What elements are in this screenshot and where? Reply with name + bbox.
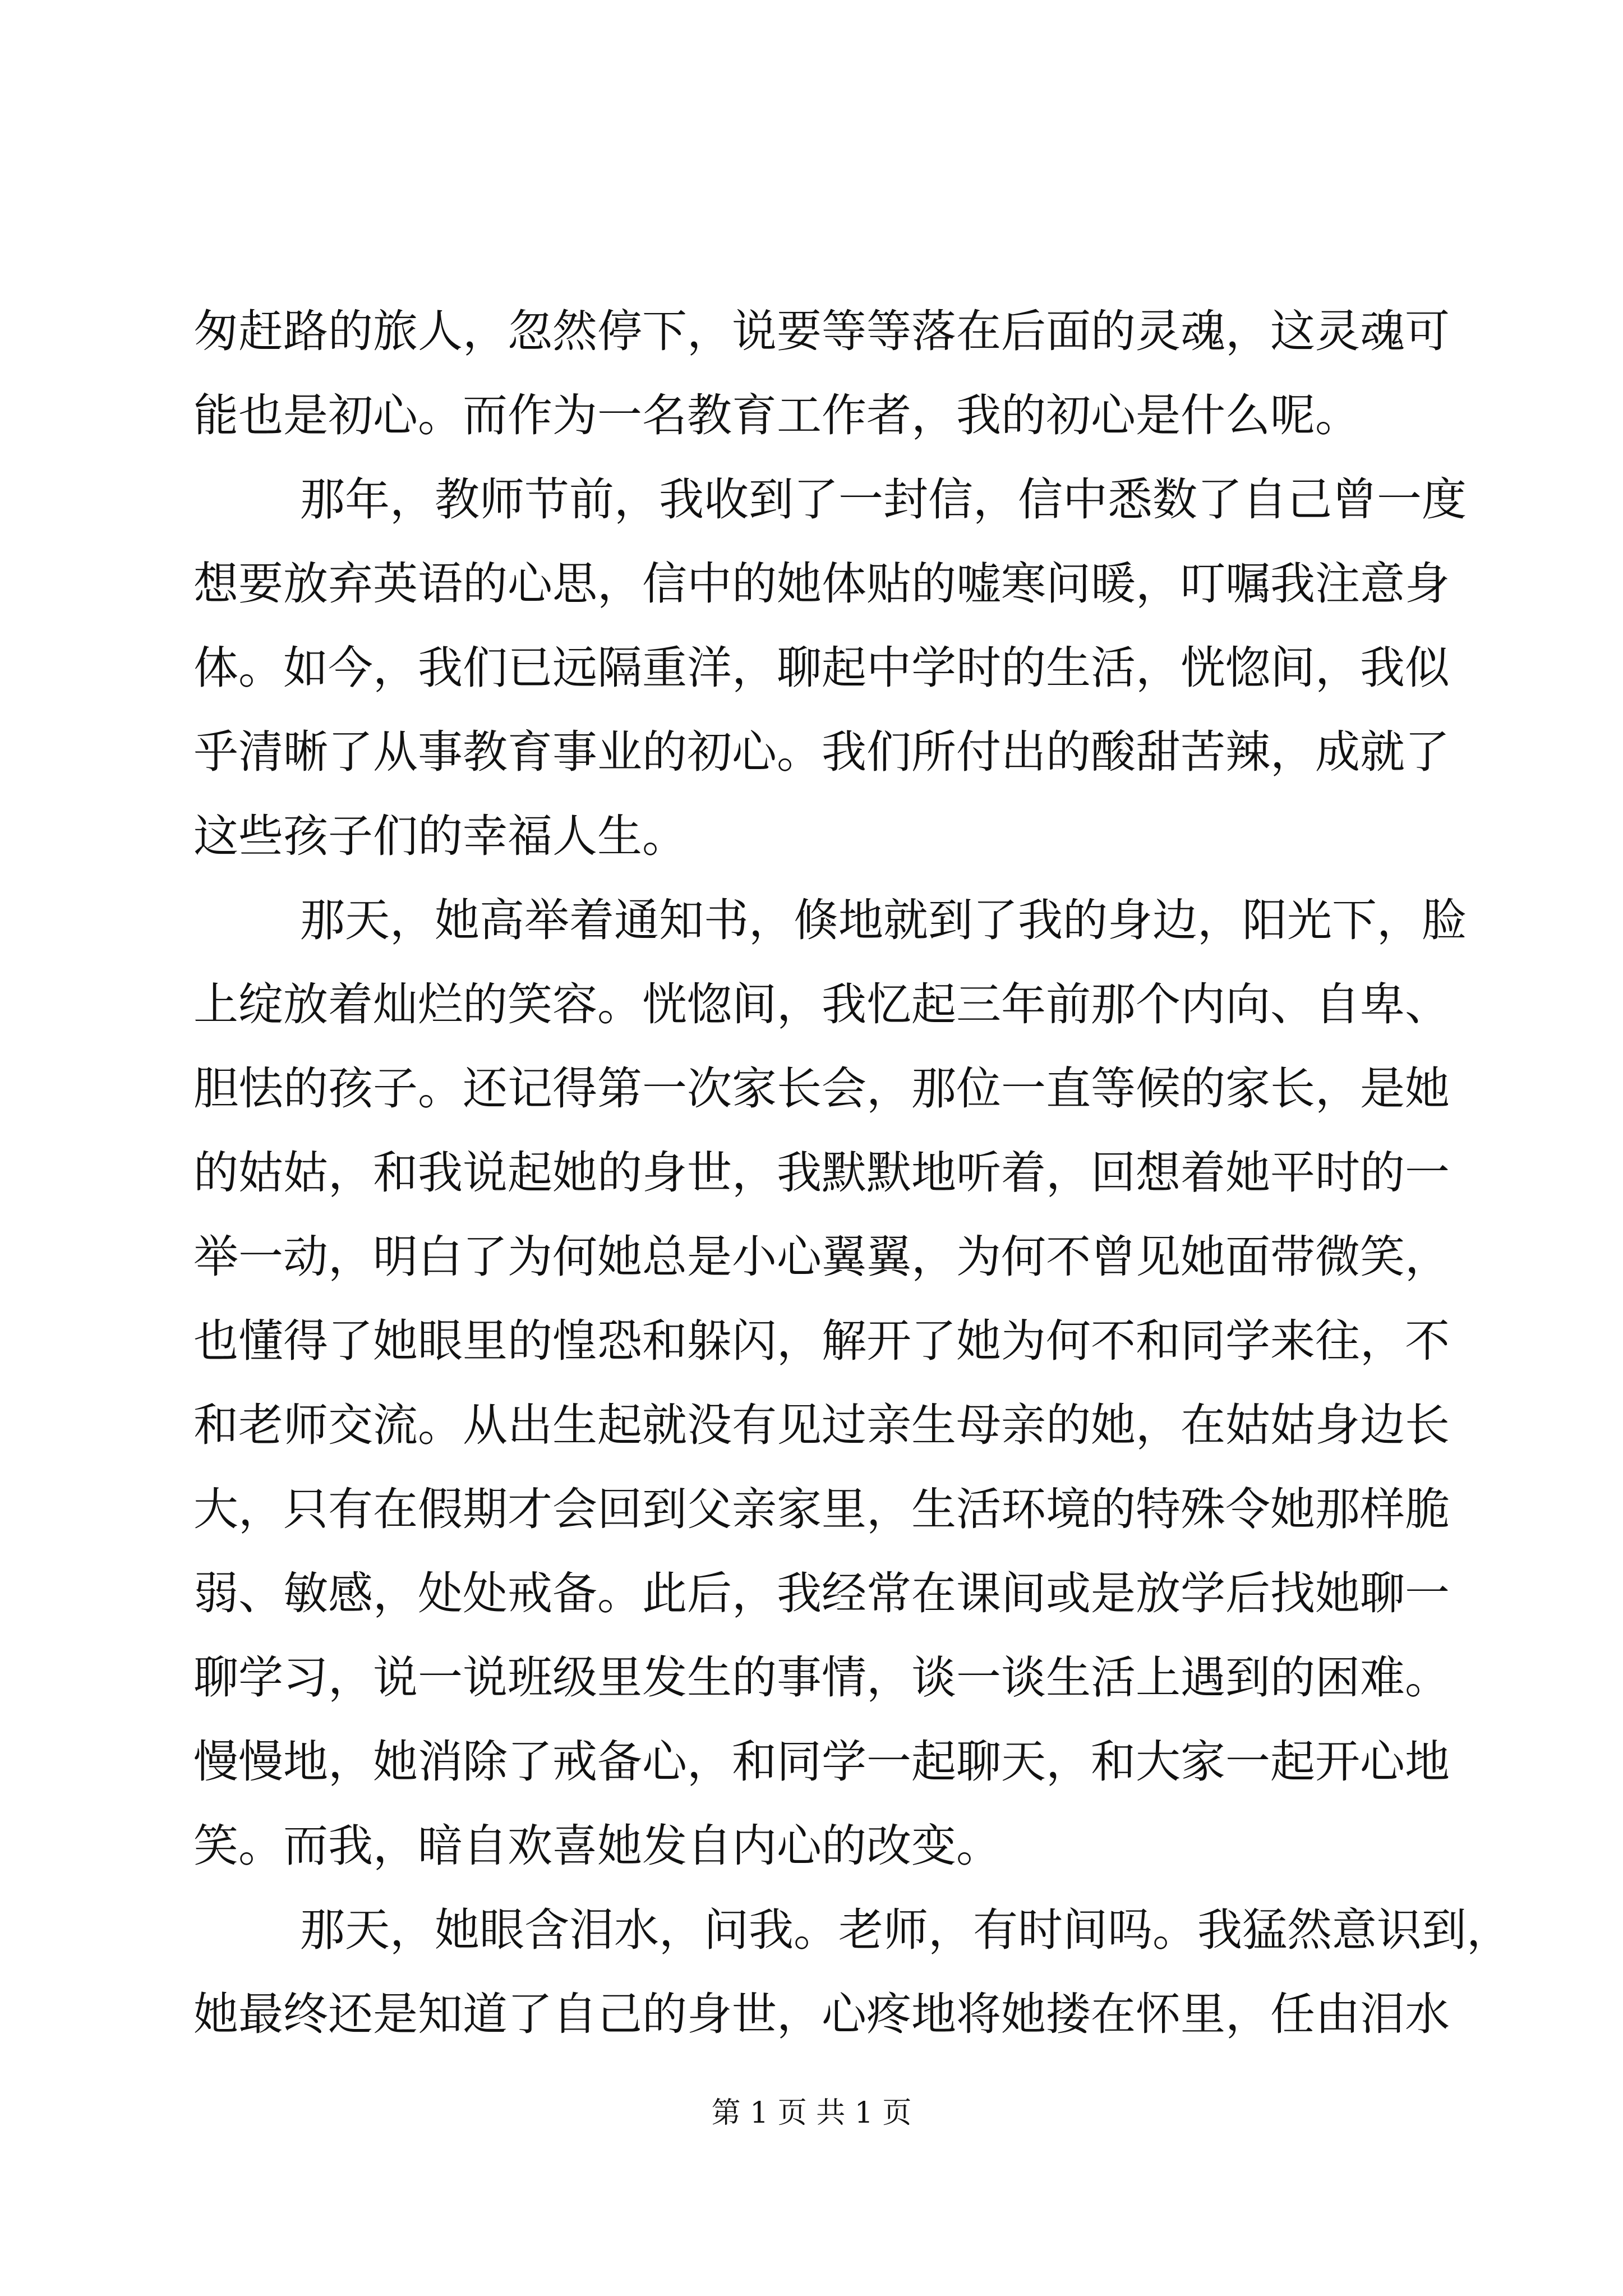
text-line: 慢慢地，她消除了戒备心，和同学一起聊天，和大家一起开心地 [193, 1736, 1450, 1788]
paragraph-start-line: 那年，教师节前，我收到了一封信，信中悉数了自己曾一度 [300, 473, 1467, 526]
text-line: 上绽放着灿烂的笑容。恍惚间，我忆起三年前那个内向、自卑、 [193, 978, 1450, 1030]
page-number-footer: 第 1 页 共 1 页 [711, 2096, 912, 2130]
text-line: 笑。而我，暗自欢喜她发自内心的改变。 [193, 1820, 1001, 1872]
text-line: 弱、敏感，处处戒备。此后，我经常在课间或是放学后找她聊一 [193, 1567, 1450, 1619]
text-line: 的姑姑，和我说起她的身世，我默默地听着，回想着她平时的一 [193, 1147, 1450, 1199]
document-body [193, 289, 1511, 2056]
text-line: 能也是初心。而作为一名教育工作者，我的初心是什么呢。 [193, 389, 1360, 441]
text-line: 这些孩子们的幸福人生。 [193, 810, 687, 862]
text-line: 体。如今，我们已远隔重洋，聊起中学时的生活，恍惚间，我似 [193, 642, 1450, 694]
text-line: 胆怯的孩子。还记得第一次家长会，那位一直等候的家长，是她 [193, 1062, 1450, 1115]
paragraph-start-line: 那天，她高举着通知书，倏地就到了我的身边，阳光下，脸 [300, 894, 1467, 946]
text-line: 举一动，明白了为何她总是小心翼翼，为何不曾见她面带微笑， [193, 1231, 1450, 1283]
text-line: 想要放弃英语的心思，信中的她体贴的嘘寒问暖，叮嘱我注意身 [193, 558, 1450, 610]
text-line: 也懂得了她眼里的惶恐和躲闪，解开了她为何不和同学来往，不 [193, 1315, 1450, 1367]
paragraph-start-line: 那天，她眼含泪水，问我。老师，有时间吗。我猛然意识到， [300, 1904, 1511, 1956]
text-line: 乎清晰了从事教育事业的初心。我们所付出的酸甜苦辣，成就了 [193, 726, 1450, 778]
text-line: 和老师交流。从出生起就没有见过亲生母亲的她，在姑姑身边长 [193, 1399, 1450, 1451]
text-line: 匆赶路的旅人，忽然停下，说要等等落在后面的灵魂，这灵魂可 [193, 305, 1450, 357]
text-line: 大，只有在假期才会回到父亲家里，生活环境的特殊令她那样脆 [193, 1483, 1450, 1535]
text-line: 她最终还是知道了自己的身世，心疼地将她搂在怀里，任由泪水 [193, 1988, 1450, 2040]
text-line: 聊学习，说一说班级里发生的事情，谈一谈生活上遇到的困难。 [193, 1651, 1450, 1704]
